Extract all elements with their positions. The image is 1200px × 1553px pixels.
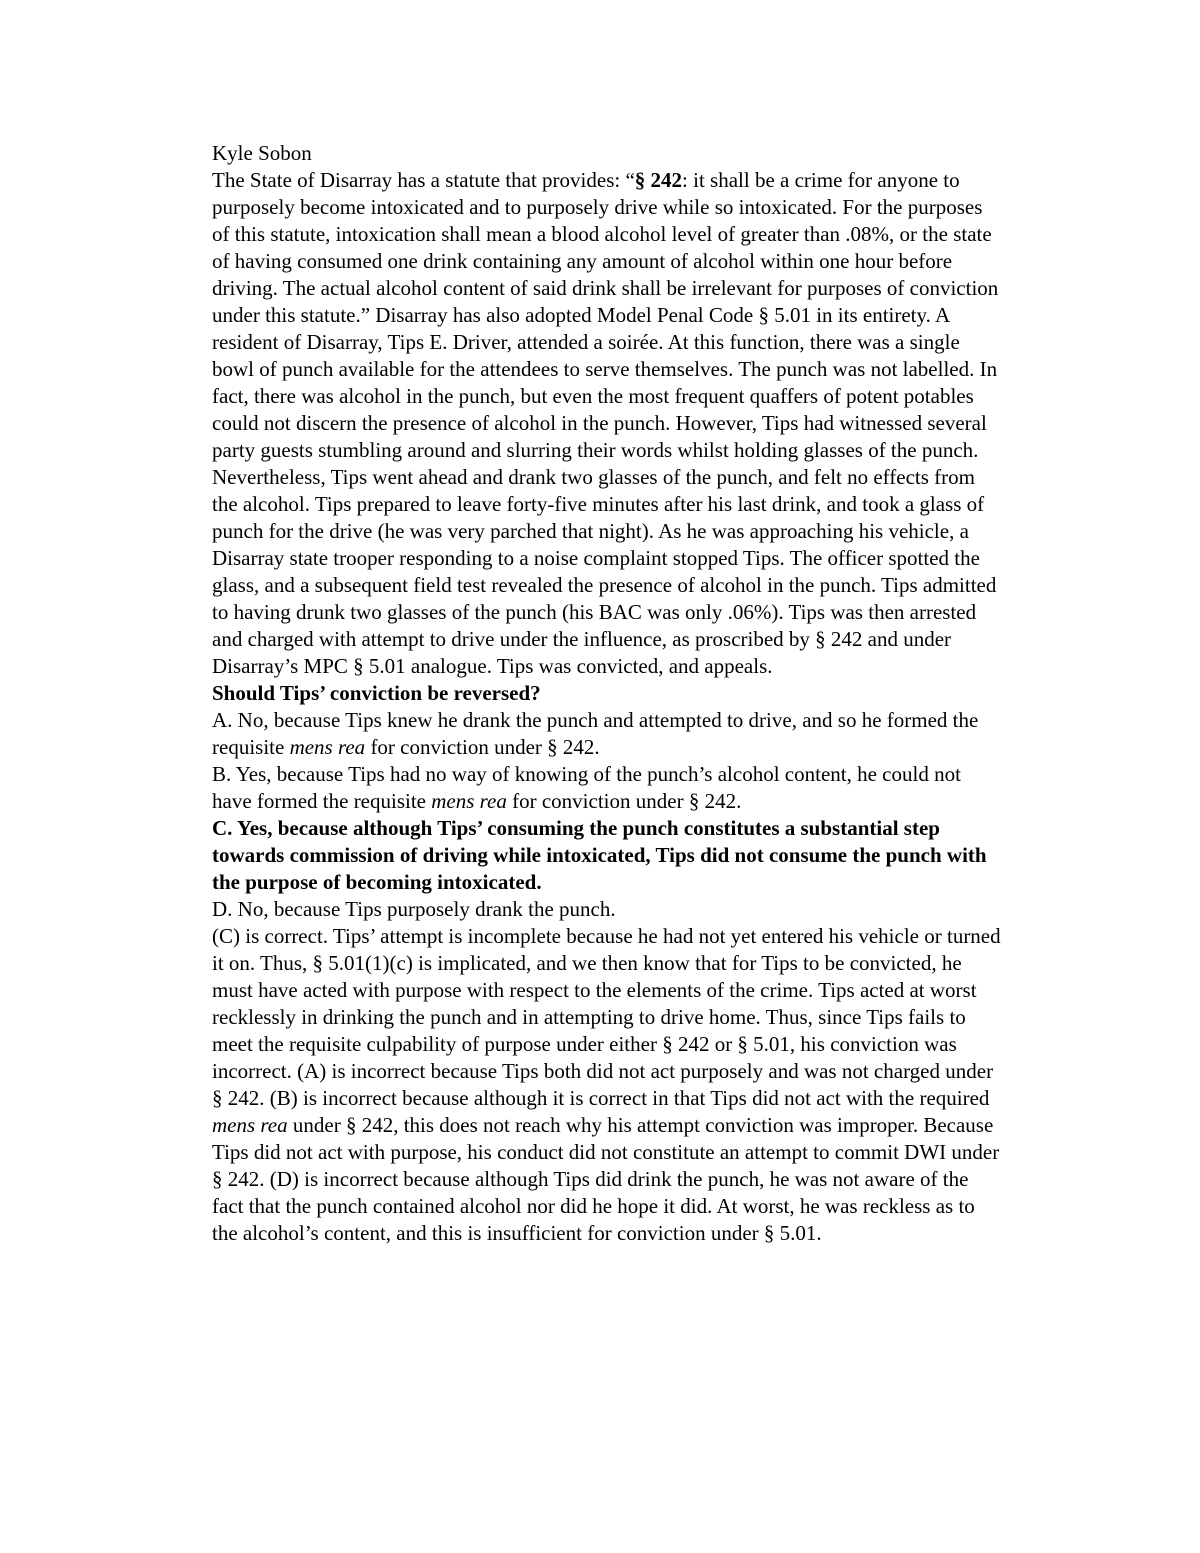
option-b-emphasis: mens rea	[431, 789, 507, 813]
option-b-text: B. Yes, because Tips had no way of knowing of the punch’s alcohol content, he could not have formed the requisite	[212, 762, 961, 813]
option-b	[212, 761, 1002, 815]
fact-pattern-body: : it shall be a crime for anyone to purposely become intoxicated and to purposely drive while so intoxicated. For the purposes of this statute, intoxication shall mean a blood alcohol level of greater than .08%, or the state of having consumed one drink containing any amount of alcohol within one hour before driving. The actual alcohol content of said drink shall be irrelevant for purposes of conviction under this statute.” Disarray has also adopted Model Penal Code § 5.01 in its entirety. A resident of Disarray, Tips E. Driver, attended a soirée. At this function, there was a single bowl of punch available for the attendees to serve themselves. The punch was not labelled. In fact, there was alcohol in the punch, but even the most frequent quaffers of potent potables could not discern the presence of alcohol in the punch. However, Tips had witnessed several party guests stumbling around and slurring their words whilst holding glasses of the punch. Nevertheless, Tips went ahead and drank two glasses of the punch, and felt no effects from the alcohol. Tips prepared to leave forty-five minutes after his last drink, and took a glass of punch for the drive (he was very parched that night). As he was approaching his vehicle, a Disarray state trooper responding to a noise complaint stopped Tips. The officer spotted the glass, and a subsequent field test revealed the presence of alcohol in the punch. Tips admitted to having drunk two glasses of the punch (his BAC was only .06%). Tips was then arrested and charged with attempt to drive under the influence, as proscribed by § 242 and under Disarray’s MPC § 5.01 analogue. Tips was convicted, and appeals.	[212, 168, 999, 678]
explanation-emphasis: mens rea	[212, 1113, 288, 1137]
fact-pattern	[212, 167, 1002, 680]
option-a-emphasis: mens rea	[289, 735, 366, 759]
document-page	[212, 140, 1002, 1247]
fact-pattern-intro: The State of Disarray has a statute that provides: “	[212, 168, 635, 192]
option-d: D. No, because Tips purposely drank the punch.	[212, 897, 616, 921]
statute-reference: § 242	[634, 168, 683, 192]
option-a	[212, 707, 1002, 761]
question: Should Tips’ conviction be reversed?	[212, 681, 541, 705]
option-c-correct: C. Yes, because although Tips’ consuming the punch constitutes a substantial step towards commission of driving while intoxicated, Tips did not consume the punch with the purpose of becoming intoxicated.	[212, 816, 987, 894]
explanation-text: (C) is correct. Tips’ attempt is incomplete because he had not yet entered his vehicle or turned it on. Thus, § 5.01(1)(c) is implicated, and we then know that for Tips to be convicted, he must have acted with purpose with respect to the elements of the crime. Tips acted at worst recklessly in drinking the punch and in attempting to drive home. Thus, since Tips fails to meet the requisite culpability of purpose under either § 242 or § 5.01, his conviction was incorrect. (A) is incorrect because Tips both did not act purposely and was not charged under § 242. (B) is incorrect because although it is correct in that Tips did not act with the required	[212, 924, 1001, 1110]
option-b-text-end: for conviction under § 242.	[506, 789, 742, 813]
option-a-text-end: for conviction under § 242.	[365, 735, 600, 759]
option-a-text: A. No, because Tips knew he drank the punch and attempted to drive, and so he formed the requisite	[212, 708, 979, 759]
author-name: Kyle Sobon	[212, 141, 312, 165]
explanation	[212, 923, 1002, 1247]
explanation-text-end: under § 242, this does not reach why his attempt conviction was improper. Because Tips did not act with purpose, his conduct did not constitute an attempt to commit DWI under § 242. (D) is incorrect because although Tips did drink the punch, he was not aware of the fact that the punch contained alcohol nor did he hope it did. At worst, he was reckless as to the alcohol’s content, and this is insufficient for conviction under § 5.01.	[212, 1113, 1000, 1245]
